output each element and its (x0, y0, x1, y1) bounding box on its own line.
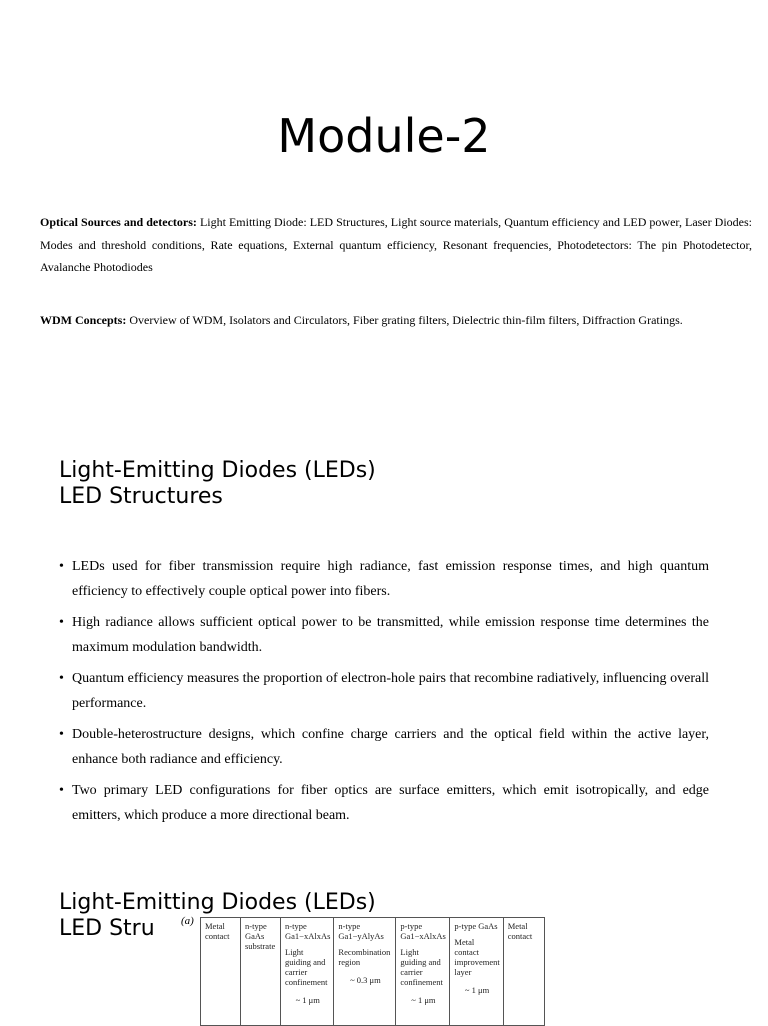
list-item: • LEDs used for fiber transmission require high radiance, fast emission response times, and high quantum efficiency to effectively couple optical power into fibers. (59, 555, 709, 604)
layer-cell (450, 918, 503, 1026)
layer-cell (241, 918, 281, 1026)
layer-cell (396, 918, 450, 1026)
layer-name: p-type GaAs (454, 921, 498, 931)
layer-description: Metal contact improvement layer (454, 937, 500, 977)
syllabus-wdm (40, 309, 752, 332)
section-heading (59, 458, 376, 510)
layer-description: Recombination region (338, 947, 391, 967)
figure-label: (a) (181, 915, 194, 927)
syllabus-text: Light Emitting Diode: LED Structures, Light source materials, Quantum efficiency and LED power, Laser Diodes: Modes and threshold conditions, Rate equations, External quantum efficiency, Resonant frequencies, Photodetectors: The pin Photodetector, Avalanche Photodiodes (40, 215, 753, 274)
syllabus-optical-sources (40, 211, 752, 279)
layer-name: n-type GaAs substrate (245, 921, 276, 951)
layer-name: n-type Ga1−yAlyAs (338, 921, 384, 941)
layer-name: n-type Ga1−xAlxAs (285, 921, 331, 941)
syllabus-text: Overview of WDM, Isolators and Circulators, Fiber grating filters, Dielectric thin-film filters, Diffraction Gratings. (129, 313, 683, 327)
section-heading-line2: LED Stru (59, 916, 155, 941)
list-item: • High radiance allows sufficient optical power to be transmitted, while emission response time determines the maximum modulation bandwidth. (59, 611, 709, 660)
layer-cell (201, 918, 241, 1026)
layer-thickness: ~ 0.3 μm (350, 975, 381, 985)
section-heading-line1: Light-Emitting Diodes (LEDs) (59, 458, 376, 483)
layer-cell (281, 918, 334, 1026)
layer-cell (334, 918, 396, 1026)
list-item: • Quantum efficiency measures the proportion of electron-hole pairs that recombine radiatively, influencing overall performance. (59, 667, 709, 716)
layer-description: Light guiding and carrier confinement (285, 947, 328, 987)
layer-name: Metal contact (507, 921, 533, 941)
section-heading-line1: Light-Emitting Diodes (LEDs) (59, 890, 376, 915)
list-item: • Two primary LED configurations for fiber optics are surface emitters, which emit isotropically, and edge emitters, which produce a more directional beam. (59, 779, 709, 828)
layer-thickness: ~ 1 μm (295, 995, 320, 1005)
list-item: • Double-heterostructure designs, which confine charge carriers and the optical field within the active layer, enhance both radiance and efficiency. (59, 723, 709, 772)
layer-description: Light guiding and carrier confinement (400, 947, 443, 987)
section-heading-line2: LED Structures (59, 484, 223, 509)
layer-thickness: ~ 1 μm (411, 995, 436, 1005)
layer-name: Metal contact (205, 921, 230, 941)
syllabus-heading: WDM Concepts: (40, 313, 127, 327)
page-title: Module-2 (277, 109, 491, 163)
bullet-list (59, 555, 709, 835)
led-layer-diagram (200, 917, 545, 1026)
layer-thickness: ~ 1 μm (464, 985, 490, 995)
syllabus-heading: Optical Sources and detectors: (40, 215, 197, 229)
layer-cell (503, 918, 544, 1026)
layer-name: p-type Ga1−xAlxAs (400, 921, 446, 941)
